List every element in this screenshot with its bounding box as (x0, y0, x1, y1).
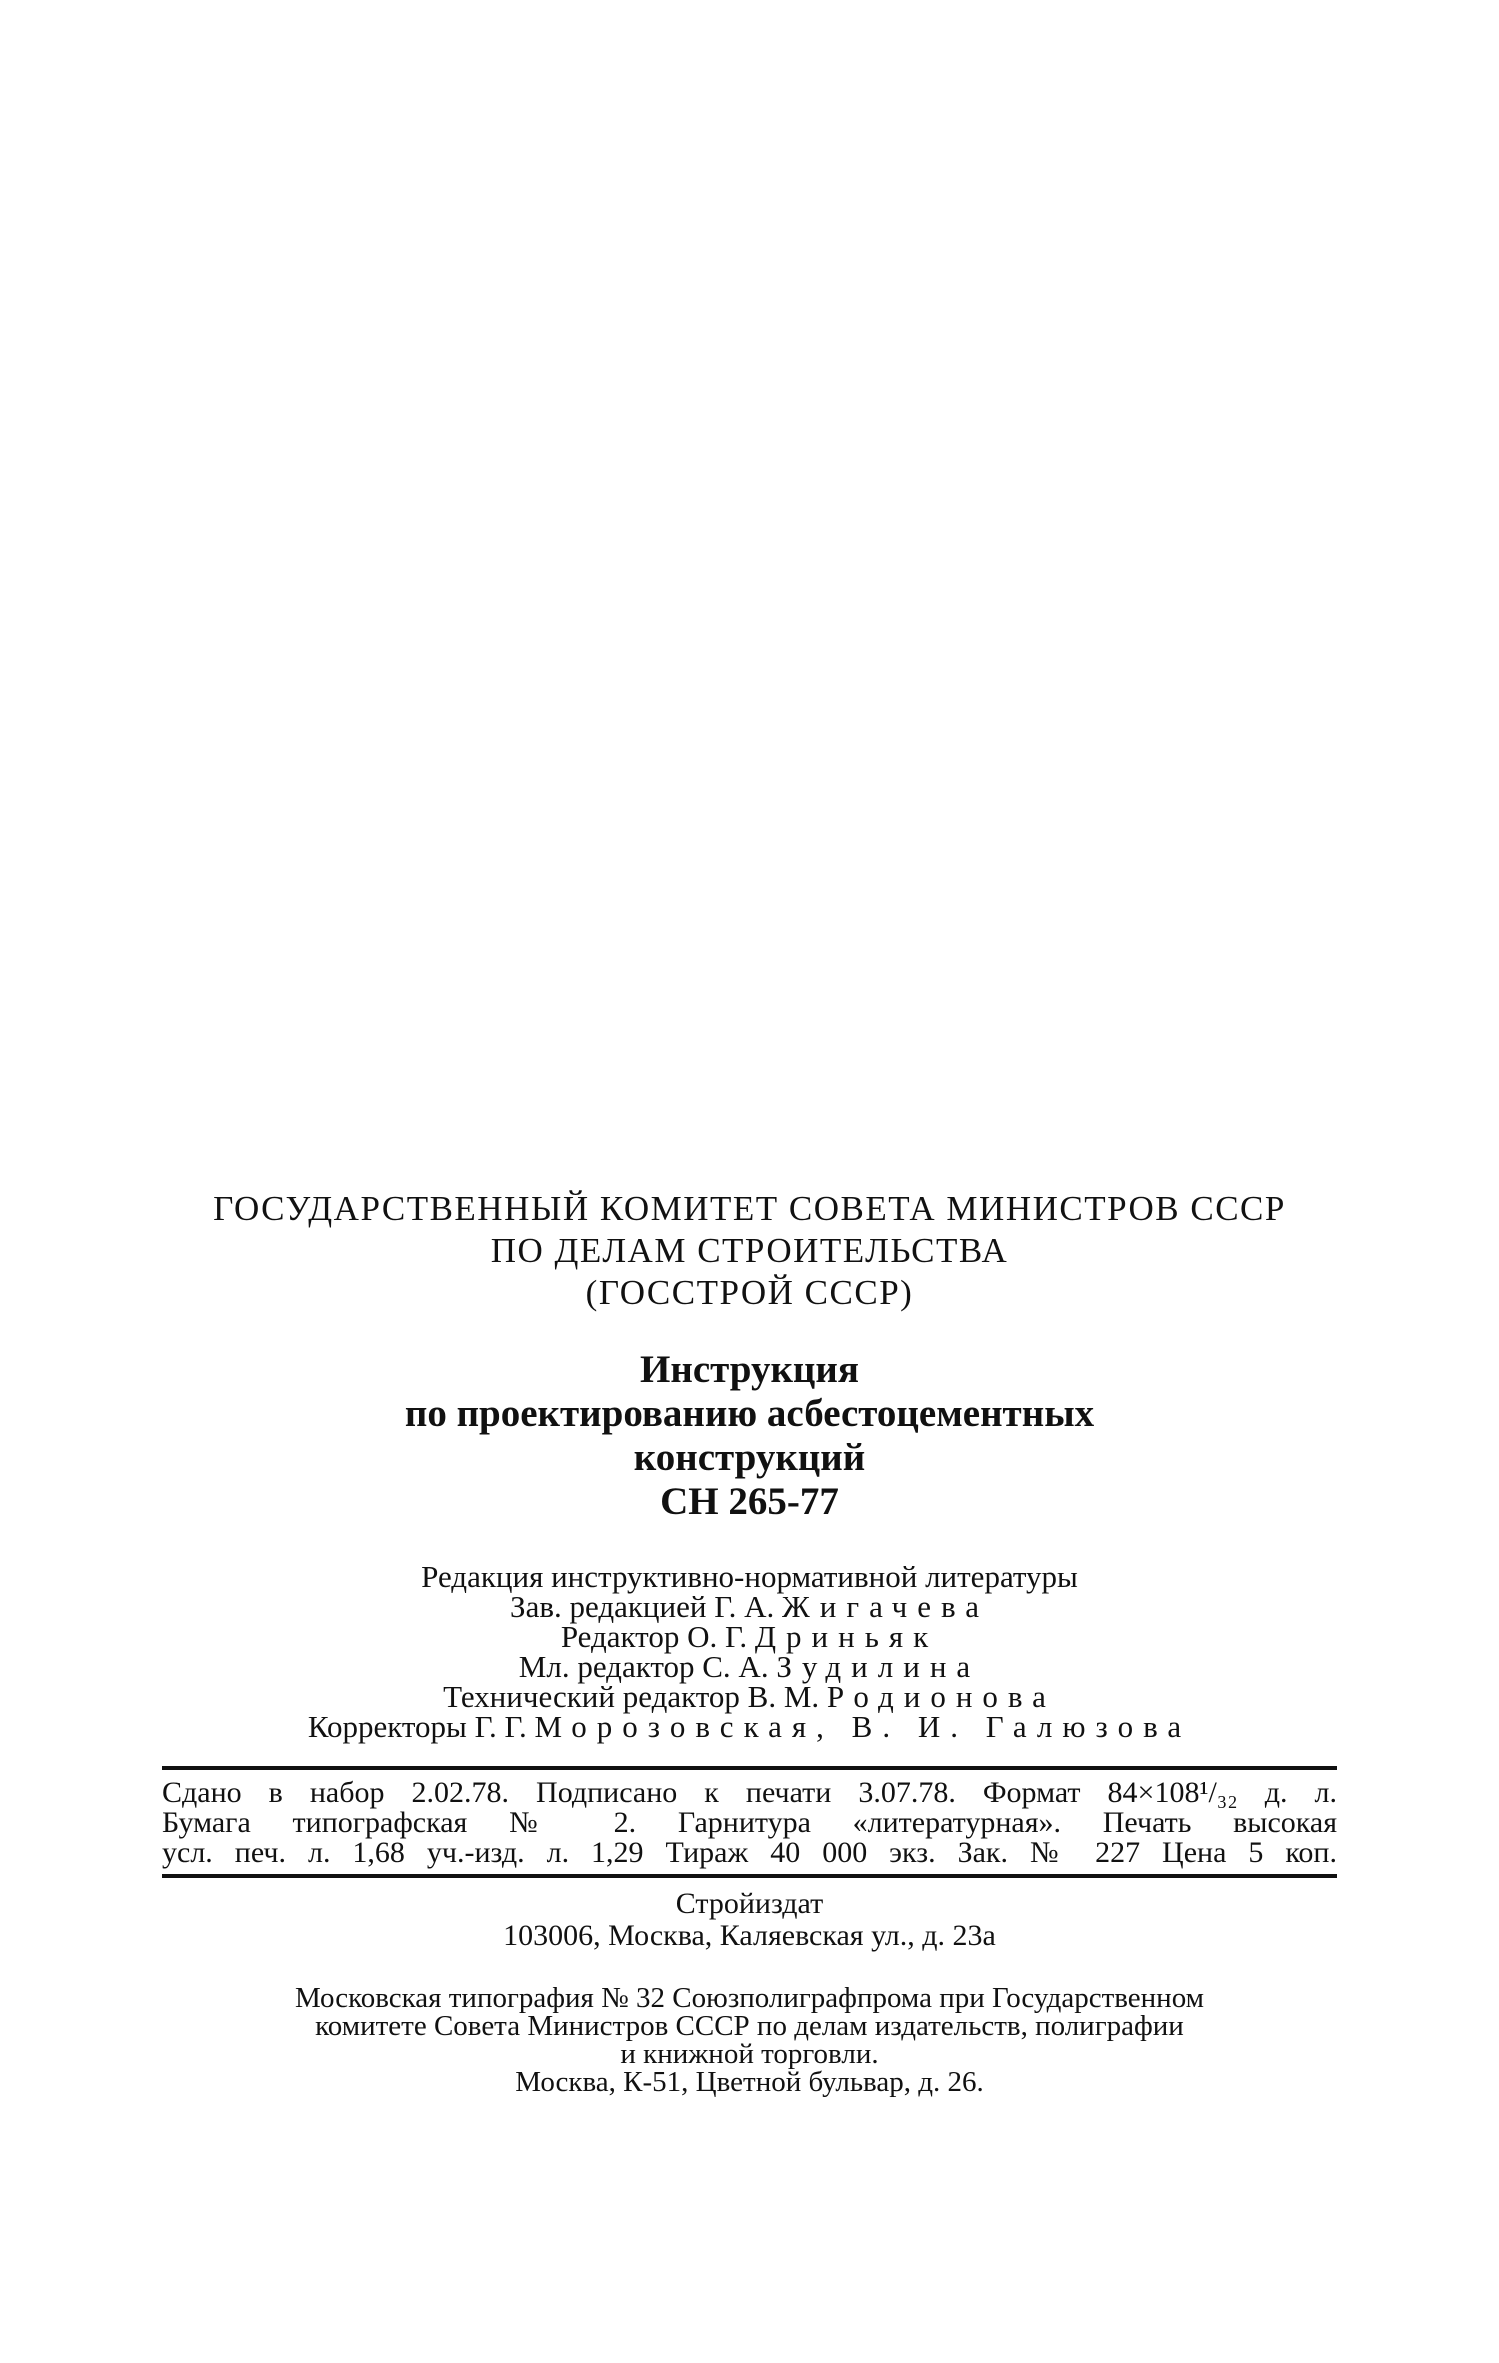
printer-line-2: комитете Совета Министров СССР по делам издательств, полиграфии (315, 2010, 1184, 2042)
junior-editor-name: Зудилина (776, 1649, 981, 1684)
bottom-divider (162, 1874, 1337, 1878)
editorial-staff (162, 1559, 1337, 1744)
organization-line-3: (ГОССТРОЙ СССР) (585, 1273, 914, 1312)
editor-name: Дриньяк (754, 1619, 939, 1654)
title-line-3: конструкций (633, 1436, 866, 1479)
tech-editor-role: Технический редактор В. М. (443, 1679, 820, 1714)
printer-line-4: Москва, К-51, Цветной бульвар, д. 26. (515, 2066, 984, 2098)
editor-role: Редактор О. Г. (560, 1619, 748, 1654)
document-code: СН 265-77 (660, 1480, 839, 1523)
editorial-office: Редакция инструктивно-нормативной литературы (421, 1559, 1078, 1594)
staff-editor (162, 1619, 1337, 1654)
printer-line-1: Московская типография № 32 Союзполиграфпрома при Государственном (294, 1982, 1204, 2014)
organization-line-2: ПО ДЕЛАМ СТРОИТЕЛЬСТВА (490, 1231, 1009, 1270)
staff-junior-editor (162, 1649, 1337, 1684)
printer-line-3: и книжной торговли. (620, 2038, 879, 2070)
staff-technical-editor (162, 1679, 1337, 1714)
publisher-address: 103006, Москва, Каляевская ул., д. 23а (503, 1919, 996, 1952)
staff-proofreaders (162, 1709, 1337, 1744)
print-imprint (162, 1770, 1337, 1874)
imprint-line-1: Сдано в набор 2.02.78. Подписано к печати 3.07.78. Формат 84×108¹/₃₂ д. л. (162, 1776, 1337, 1809)
publisher-block (162, 1888, 1337, 1952)
imprint-line-2: Бумага типографская № 2. Гарнитура «литературная». Печать высокая (162, 1806, 1337, 1839)
head-name: Жигачева (782, 1589, 989, 1624)
tech-editor-name: Родионова (826, 1679, 1056, 1714)
colophon (162, 1188, 1337, 2096)
organization-block (162, 1188, 1337, 1314)
publisher-name: Стройиздат (675, 1887, 824, 1920)
proofreaders-names: Морозовская, В. И. Галюзова (534, 1709, 1192, 1744)
head-role: Зав. редакцией Г. А. (510, 1589, 775, 1624)
staff-head-of-office (162, 1589, 1337, 1624)
organization-line-1: ГОСУДАРСТВЕННЫЙ КОМИТЕТ СОВЕТА МИНИСТРОВ СССР (213, 1189, 1286, 1228)
junior-editor-role: Мл. редактор С. А. (518, 1649, 769, 1684)
title-line-2: по проектированию асбестоцементных (404, 1392, 1095, 1435)
proofreaders-role: Корректоры Г. Г. (307, 1709, 527, 1744)
imprint-line-3: усл. печ. л. 1,68 уч.-изд. л. 1,29 Тираж 40 000 экз. Зак. № 227 Цена 5 коп. (162, 1836, 1337, 1869)
title-line-1: Инструкция (640, 1348, 859, 1391)
printer-block (162, 1984, 1337, 2096)
document-title (162, 1348, 1337, 1524)
